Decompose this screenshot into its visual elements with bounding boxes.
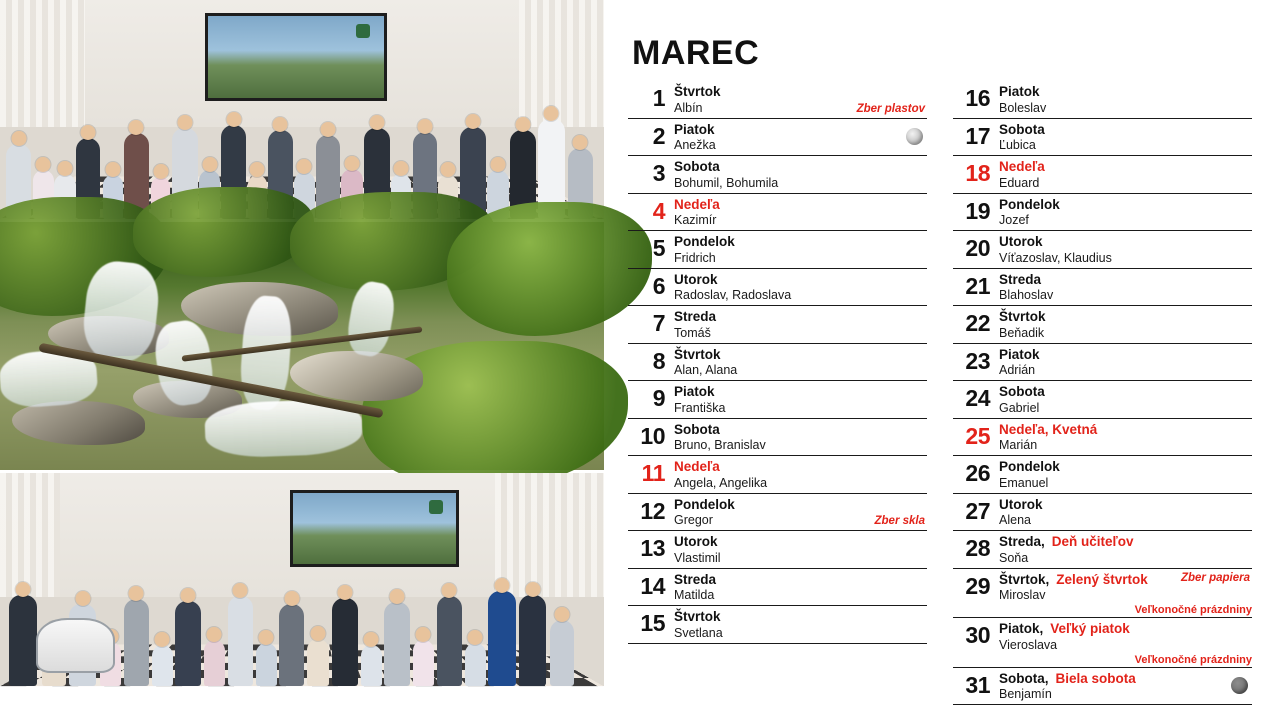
day-name: Sobota,	[999, 671, 1049, 688]
day-row	[628, 606, 927, 644]
collection-note: Zber papiera	[1181, 572, 1250, 584]
day-number: 14	[628, 570, 674, 603]
day-number: 9	[628, 382, 674, 415]
day-row	[628, 231, 927, 269]
day-name: Streda	[674, 309, 927, 326]
day-row	[628, 531, 927, 569]
day-number: 5	[628, 232, 674, 265]
name-day: Soňa	[999, 551, 1252, 567]
day-name: Utorok	[999, 497, 1252, 514]
day-columns	[628, 81, 1252, 705]
day-row	[628, 306, 927, 344]
name-day: Kazimír	[674, 213, 927, 229]
name-day: Anežka	[674, 138, 927, 154]
day-number: 31	[953, 669, 999, 702]
day-number: 4	[628, 195, 674, 228]
name-day: Františka	[674, 401, 927, 417]
name-day: Bohumil, Bohumila	[674, 176, 927, 192]
name-day: Gregor	[674, 513, 927, 529]
holiday-name: Zelený štvrtok	[1056, 572, 1148, 589]
name-day: Marián	[999, 438, 1252, 454]
day-row	[953, 569, 1252, 619]
name-day: Ľubica	[999, 138, 1252, 154]
day-name: Pondelok	[999, 197, 1252, 214]
holiday-name: Veľký piatok	[1050, 621, 1130, 638]
day-column-second-half	[953, 81, 1252, 705]
day-name: Pondelok	[674, 497, 927, 514]
day-number: 23	[953, 345, 999, 378]
day-number: 6	[628, 270, 674, 303]
day-name: Štvrtok	[674, 609, 927, 626]
holiday-name: Biela sobota	[1056, 671, 1136, 688]
name-day: Alan, Alana	[674, 363, 927, 379]
day-number: 19	[953, 195, 999, 228]
name-day: Miroslav	[999, 588, 1252, 604]
day-row	[953, 494, 1252, 532]
day-name: Nedeľa	[674, 459, 927, 476]
day-name: Piatok,	[999, 621, 1043, 638]
day-number: 8	[628, 345, 674, 378]
collection-note: Zber plastov	[857, 103, 925, 115]
name-day: Víťazoslav, Klaudius	[999, 251, 1252, 267]
day-row	[953, 668, 1252, 705]
day-column-first-half	[628, 81, 927, 705]
day-row	[953, 618, 1252, 668]
name-day: Svetlana	[674, 626, 927, 642]
day-row	[953, 306, 1252, 344]
name-day: Fridrich	[674, 251, 927, 267]
day-row	[628, 456, 927, 494]
day-name: Sobota	[999, 122, 1252, 139]
day-number: 26	[953, 457, 999, 490]
day-row	[953, 81, 1252, 119]
day-name: Nedeľa, Kvetná	[999, 422, 1252, 439]
full-moon-icon	[906, 128, 923, 145]
day-name: Sobota	[674, 159, 927, 176]
day-number: 7	[628, 307, 674, 340]
day-row	[953, 531, 1252, 569]
day-name: Streda	[674, 572, 927, 589]
day-row	[628, 156, 927, 194]
day-row	[628, 569, 927, 607]
day-row	[628, 81, 927, 119]
name-day: Albín	[674, 101, 927, 117]
day-row	[628, 494, 927, 532]
day-number: 10	[628, 420, 674, 453]
name-day: Gabriel	[999, 401, 1252, 417]
day-number: 15	[628, 607, 674, 640]
day-name: Nedeľa	[999, 159, 1252, 176]
name-day: Eduard	[999, 176, 1252, 192]
day-row	[628, 269, 927, 307]
day-number: 27	[953, 495, 999, 528]
day-name: Utorok	[674, 534, 927, 551]
holiday-name: Deň učiteľov	[1052, 534, 1134, 551]
day-row	[628, 119, 927, 157]
name-day: Jozef	[999, 213, 1252, 229]
day-number: 18	[953, 157, 999, 190]
day-row	[953, 344, 1252, 382]
day-name: Štvrtok	[999, 309, 1252, 326]
name-day: Adrián	[999, 363, 1252, 379]
day-number: 12	[628, 495, 674, 528]
day-name: Štvrtok	[674, 347, 927, 364]
collection-note: Zber skla	[875, 515, 926, 527]
day-row	[628, 194, 927, 232]
day-name: Utorok	[999, 234, 1252, 251]
forest-stream-waterfall-photo	[0, 222, 604, 470]
day-row	[628, 419, 927, 457]
day-row	[953, 231, 1252, 269]
new-moon-icon	[1231, 677, 1248, 694]
day-name: Piatok	[674, 122, 927, 139]
day-number: 25	[953, 420, 999, 453]
name-day: Blahoslav	[999, 288, 1252, 304]
day-number: 3	[628, 157, 674, 190]
group-photo-families-bottom	[0, 473, 604, 686]
name-day: Vlastimil	[674, 551, 927, 567]
day-number: 11	[628, 457, 674, 490]
day-name: Utorok	[674, 272, 927, 289]
name-day: Radoslav, Radoslava	[674, 288, 927, 304]
day-row	[628, 381, 927, 419]
name-day: Boleslav	[999, 101, 1252, 117]
day-number: 17	[953, 120, 999, 153]
day-name: Štvrtok,	[999, 572, 1049, 589]
day-row	[953, 419, 1252, 457]
day-number: 28	[953, 532, 999, 565]
day-row	[953, 194, 1252, 232]
calendar-panel	[604, 0, 1280, 686]
day-number: 1	[628, 82, 674, 115]
day-name: Sobota	[674, 422, 927, 439]
group-photo-families-top	[0, 0, 604, 219]
name-day: Tomáš	[674, 326, 927, 342]
day-name: Štvrtok	[674, 84, 927, 101]
name-day: Angela, Angelika	[674, 476, 927, 492]
day-name: Piatok	[674, 384, 927, 401]
day-row	[953, 156, 1252, 194]
day-name: Pondelok	[999, 459, 1252, 476]
name-day: Emanuel	[999, 476, 1252, 492]
name-day: Beňadik	[999, 326, 1252, 342]
day-number: 20	[953, 232, 999, 265]
day-name: Streda,	[999, 534, 1045, 551]
day-row	[953, 381, 1252, 419]
day-row	[628, 344, 927, 382]
day-name: Piatok	[999, 347, 1252, 364]
name-day: Bruno, Branislav	[674, 438, 927, 454]
day-number: 30	[953, 619, 999, 652]
day-name: Piatok	[999, 84, 1252, 101]
day-name: Streda	[999, 272, 1252, 289]
name-day: Matilda	[674, 588, 927, 604]
day-number: 24	[953, 382, 999, 415]
day-name: Sobota	[999, 384, 1252, 401]
name-day: Vieroslava	[999, 638, 1252, 654]
name-day: Benjamín	[999, 687, 1252, 703]
day-number: 2	[628, 120, 674, 153]
day-name: Pondelok	[674, 234, 927, 251]
day-number: 29	[953, 570, 999, 603]
day-name: Nedeľa	[674, 197, 927, 214]
day-row	[953, 119, 1252, 157]
page-title: MAREC	[632, 34, 1252, 73]
school-vacation-note: Veľkonočné prázdniny	[999, 654, 1252, 666]
day-number: 13	[628, 532, 674, 565]
school-vacation-note: Veľkonočné prázdniny	[999, 604, 1252, 616]
day-row	[953, 456, 1252, 494]
name-day: Alena	[999, 513, 1252, 529]
photo-column	[0, 0, 604, 686]
day-row	[953, 269, 1252, 307]
day-number: 21	[953, 270, 999, 303]
day-number: 22	[953, 307, 999, 340]
day-number: 16	[953, 82, 999, 115]
